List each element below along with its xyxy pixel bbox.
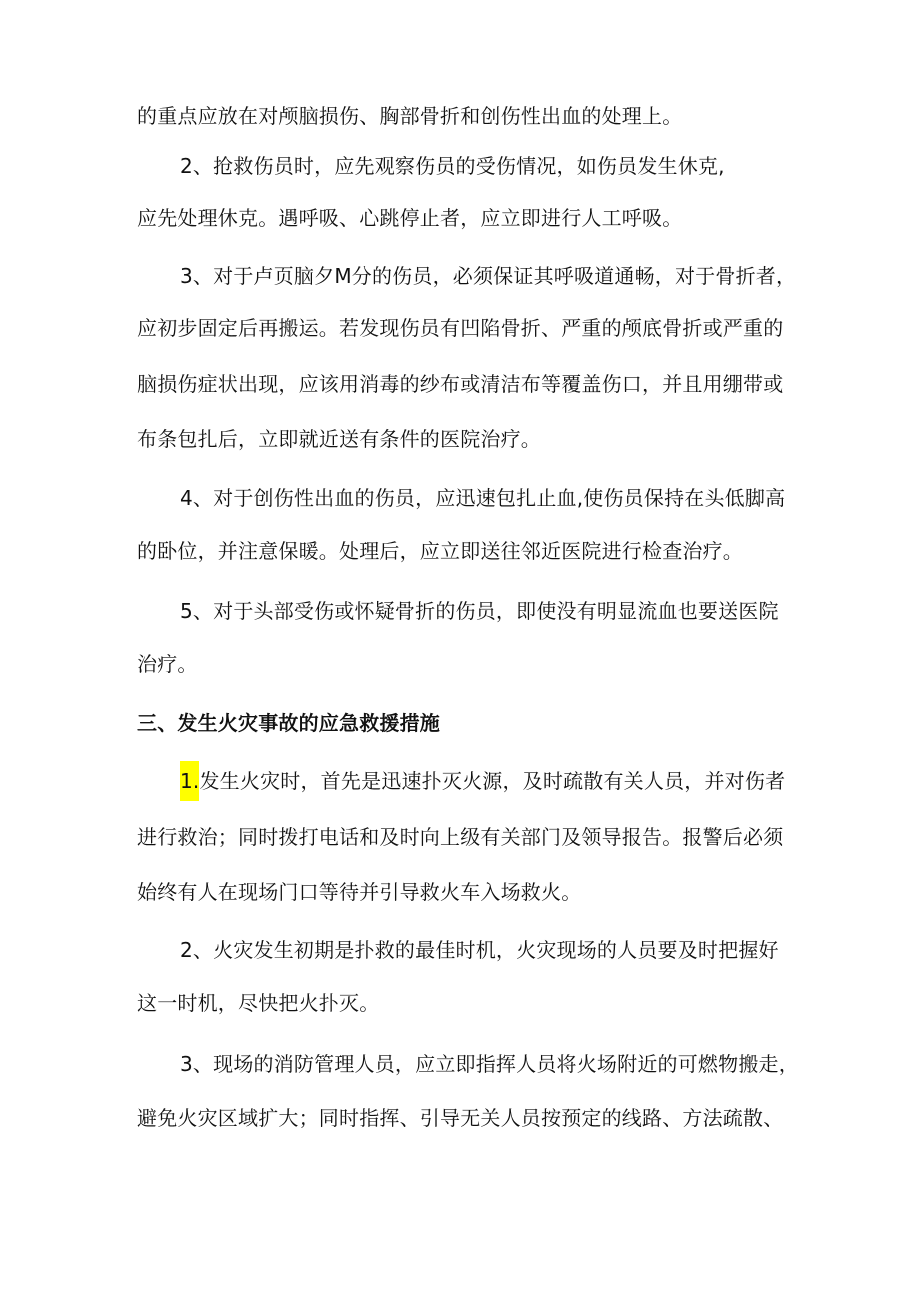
section-heading: 三、发生火灾事故的应急救援措施 (137, 711, 440, 735)
text-line: 2、抢救伤员时，应先观察伤员的受伤情况，如伤员发生休克, (180, 154, 725, 178)
text-line: 3、对于卢页脑夕M分的伤员，必须保证其呼吸道通畅，对于骨折者， (180, 264, 797, 288)
text-line: 5、对于头部受伤或怀疑骨折的伤员，即使没有明显流血也要送医院 (180, 599, 779, 623)
highlighted-number: 1. (180, 761, 199, 801)
text-line: 始终有人在现场门口等待并引导救火车入场救火。 (137, 880, 582, 904)
text-line: 这一时机，尽快把火扑灭。 (137, 991, 380, 1015)
text-line: 布条包扎后，立即就近送有条件的医院治疗。 (137, 427, 541, 451)
text-line (180, 767, 785, 801)
text-line: 的重点应放在对颅脑损伤、胸部骨折和创伤性出血的处理上。 (137, 104, 683, 128)
text-line: 应初步固定后再搬运。若发现伤员有凹陷骨折、严重的颅底骨折或严重的 (137, 316, 784, 340)
text-line: 2、火灾发生初期是扑救的最佳时机，火灾现场的人员要及时把握好 (180, 938, 779, 962)
text-line: 的卧位，并注意保暖。处理后，应立即送往邻近医院进行检查治疗。 (137, 539, 743, 563)
text-line: 脑损伤症状出现，应该用消毒的纱布或清洁布等覆盖伤口，并且用绷带或 (137, 372, 784, 396)
text-line: 治疗。 (137, 652, 198, 676)
text-line: 3、现场的消防管理人员，应立即指挥人员将火场附近的可燃物搬走， (180, 1052, 799, 1076)
text-span: 发生火灾时，首先是迅速扑灭火源，及时疏散有关人员，并对伤者 (199, 769, 786, 793)
text-line: 避免火灾区域扩大；同时指挥、引导无关人员按预定的线路、方法疏散、 (137, 1106, 784, 1130)
text-line: 进行救治；同时拨打电话和及时向上级有关部门及领导报告。报警后必须 (137, 825, 784, 849)
text-line: 4、对于创伤性出血的伤员，应迅速包扎止血,使伤员保持在头低脚高 (180, 486, 786, 510)
text-line: 应先处理休克。遇呼吸、心跳停止者，应立即进行人工呼吸。 (137, 206, 683, 230)
